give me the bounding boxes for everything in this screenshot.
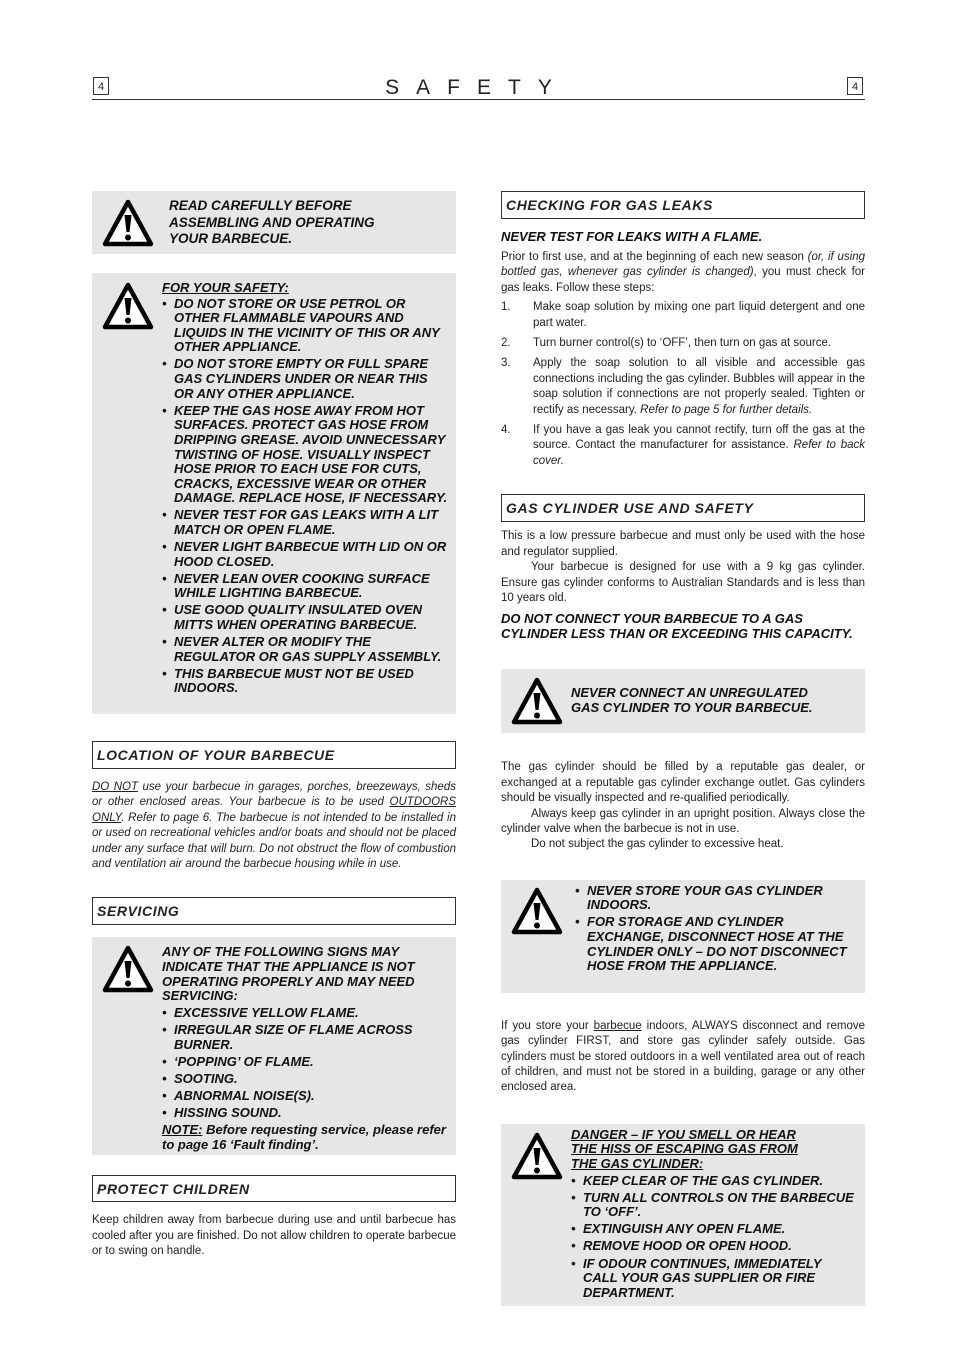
cylinder-p4: Always keep gas cylinder in an upright position. Always close the cylinder valve when the barbecue is not in use. (501, 807, 865, 835)
servicing-heading: SERVICING (92, 897, 456, 925)
danger-list (571, 1174, 859, 1301)
safety-item: • KEEP THE GAS HOSE AWAY FROM HOT SURFACES. PROTECT GAS HOSE FROM DRIPPING GREASE. AVOID UNNECESSARY TWISTING OF HOSE. VISUALLY INSPECT HOSE PRIOR TO EACH USE FOR CUTS, CRACKS, EXCESSIVE WEAR OR OTHER DAMAGE. REPLACE HOSE, IF NECESSARY. (162, 404, 450, 506)
storage-item: • NEVER STORE YOUR GAS CYLINDER INDOORS. (575, 884, 859, 913)
leaks-intro (501, 250, 865, 296)
servicing-list (162, 1006, 450, 1121)
safety-item: • DO NOT STORE OR USE PETROL OR OTHER FLAMMABLE VAPOURS AND LIQUIDS IN THE VICINITY OF THIS OR ANY OTHER APPLIANCE. (162, 297, 450, 355)
safety-heading: FOR YOUR SAFETY: (162, 280, 289, 295)
cylinder-p1: This is a low pressure barbecue and must only be used with the hose and regulator supplied. (501, 530, 865, 558)
safety-item: • USE GOOD QUALITY INSULATED OVEN MITTS WHEN OPERATING BARBECUE. (162, 603, 450, 632)
page-number-left: 4 (93, 77, 109, 95)
servicing-item: • IRREGULAR SIZE OF FLAME ACROSS BURNER. (162, 1023, 450, 1052)
read-carefully-line: ASSEMBLING AND OPERATING (169, 214, 375, 230)
danger-item: • TURN ALL CONTROLS ON THE BARBECUE TO ‘OFF’. (571, 1191, 859, 1220)
read-carefully-line: READ CAREFULLY BEFORE (169, 198, 352, 213)
servicing-item: • HISSING SOUND. (162, 1106, 450, 1121)
leak-step: 4. If you have a gas leak you cannot rectify, turn off the gas at the source. Contact the manufacturer for assistance. Refer to back cover. (501, 424, 865, 467)
warning-icon (511, 676, 563, 726)
unregulated-line: NEVER CONNECT AN UNREGULATED (571, 685, 808, 701)
cylinder-p6-a: If you store your (501, 1019, 594, 1032)
cylinder-heading: GAS CYLINDER USE AND SAFETY (501, 494, 865, 522)
location-text-2: . Refer to page 6. The barbecue is not intended to be installed in or used on recreational vehicles and/or boats and should not be placed under any surface that will burn. Do not obstruct the flow of combustion and ventilation air around the barbecue housing while in use. (92, 811, 456, 871)
servicing-item: • ABNORMAL NOISE(S). (162, 1089, 450, 1104)
header-rule (92, 99, 865, 100)
right-column (501, 191, 865, 1306)
cylinder-p6-underlined: barbecue (593, 1019, 642, 1032)
danger-item: • IF ODOUR CONTINUES, IMMEDIATELY CALL YOUR GAS SUPPLIER OR FIRE DEPARTMENT. (571, 1257, 859, 1301)
safety-item: • NEVER ALTER OR MODIFY THE REGULATOR OR GAS SUPPLY ASSEMBLY. (162, 635, 450, 664)
leak-steps (501, 300, 865, 469)
unregulated-line: GAS CYLINDER TO YOUR BARBECUE. (571, 699, 813, 715)
cylinder-capacity-warning: DO NOT CONNECT YOUR BARBECUE TO A GAS CYLINDER LESS THAN OR EXCEEDING THIS CAPACITY. (501, 611, 853, 642)
danger-heading: DANGER – IF YOU SMELL OR HEAR THE HISS OF ESCAPING GAS FROM THE GAS CYLINDER: (571, 1126, 798, 1171)
gas-leaks-heading: CHECKING FOR GAS LEAKS (501, 191, 865, 219)
safety-list (162, 297, 450, 696)
note-label: NOTE: (162, 1121, 203, 1137)
servicing-item: • EXCESSIVE YELLOW FLAME. (162, 1006, 450, 1021)
leak-step: 2. Turn burner control(s) to ‘OFF’, then turn on gas at source. (501, 337, 832, 350)
storage-box (501, 880, 865, 993)
cylinder-p5: Do not subject the gas cylinder to excessive heat. (531, 838, 784, 851)
note-text: Before requesting service, please refer to page 16 ‘Fault finding’. (162, 1121, 446, 1152)
servicing-item: • ‘POPPING’ OF FLAME. (162, 1055, 450, 1070)
outdoors-only-text: OUTDOORS ONLY (92, 796, 456, 824)
warning-icon (102, 944, 154, 994)
warning-icon (102, 198, 154, 248)
leak-step: 1. Make soap solution by mixing one part liquid detergent and one part water. (501, 301, 865, 329)
unregulated-box (501, 669, 865, 733)
page-title: SAFETY (385, 76, 569, 99)
warning-icon (511, 1131, 563, 1181)
danger-item: • KEEP CLEAR OF THE GAS CYLINDER. (571, 1174, 859, 1189)
safety-item: • NEVER LEAN OVER COOKING SURFACE WHILE LIGHTING BARBECUE. (162, 572, 450, 601)
cylinder-p2: Your barbecue is designed for use with a 9 kg gas cylinder. Ensure gas cylinder conforms to Australian Standards and is less than 10 years old. (501, 561, 865, 604)
storage-list (571, 884, 859, 974)
leaks-intro-1: Prior to first use, and at the beginning of each new season (501, 251, 808, 263)
cylinder-p6 (501, 1019, 865, 1096)
left-column (92, 191, 456, 1260)
location-text-1: use your barbecue in garages, porches, breezeways, sheds or other enclosed areas. Your barbecue is to be used (92, 781, 456, 809)
read-carefully-line: YOUR BARBECUE. (169, 231, 293, 246)
danger-box (501, 1124, 865, 1306)
do-not-text: DO NOT (92, 781, 139, 793)
protect-children-heading: PROTECT CHILDREN (92, 1175, 456, 1202)
servicing-intro: ANY OF THE FOLLOWING SIGNS MAY INDICATE THAT THE APPLIANCE IS NOT OPERATING PROPERLY AND MAY NEED SERVICING: (162, 944, 415, 1004)
page-number-right: 4 (847, 77, 863, 95)
safety-item: • NEVER LIGHT BARBECUE WITH LID ON OR HOOD CLOSED. (162, 540, 450, 569)
warning-icon (511, 886, 563, 936)
danger-item: • EXTINGUISH ANY OPEN FLAME. (571, 1222, 859, 1237)
storage-item: • FOR STORAGE AND CYLINDER EXCHANGE, DISCONNECT HOSE AT THE CYLINDER ONLY – DO NOT DISCONNECT HOSE FROM THE APPLIANCE. (575, 915, 859, 973)
danger-item: • REMOVE HOOD OR OPEN HOOD. (571, 1239, 859, 1254)
cylinder-p3: The gas cylinder should be filled by a reputable gas dealer, or exchanged at a reputable gas cylinder exchange outlet. Gas cylinders should be visually inspected and re-qualified periodically. (501, 761, 865, 805)
servicing-box (92, 937, 456, 1155)
location-heading: LOCATION OF YOUR BARBECUE (92, 741, 456, 769)
read-carefully-box (92, 191, 456, 254)
servicing-item: • SOOTING. (162, 1072, 450, 1087)
safety-item: • THIS BARBECUE MUST NOT BE USED INDOORS. (162, 667, 450, 696)
cylinder-p6-b: indoors, ALWAYS disconnect and remove gas cylinder FIRST, and store gas cylinder safely outside. Gas cylinders must be stored outdoors in a well ventilated area out of reach of children, and must not be stored in a building, garage or any other enclosed area. (501, 1019, 865, 1094)
leaks-intro-italic: (or, if using bottled gas, whenever gas cylinder is changed) (501, 251, 866, 279)
leaks-intro-2: , you must check for gas leaks. Follow these steps: (501, 266, 865, 294)
safety-item: • DO NOT STORE EMPTY OR FULL SPARE GAS CYLINDERS UNDER OR NEAR THIS OR ANY OTHER APPLIANCE. (162, 357, 450, 401)
leak-step: 3. Apply the soap solution to all visible and accessible gas connections including the gas cylinder. Bubbles will appear in the soap solution if connections are not properly sealed. Tighten or rectify as necessary. Refer to page 5 for further details. (501, 357, 865, 416)
protect-children-text: Keep children away from barbecue during use and until barbecue has cooled after you are finished. Do not allow children to operate barbecue or to swing on handle. (92, 1214, 456, 1258)
location-text (92, 780, 456, 872)
servicing-note (162, 1123, 450, 1152)
safety-item: • NEVER TEST FOR GAS LEAKS WITH A LIT MATCH OR OPEN FLAME. (162, 508, 450, 537)
for-your-safety-box (92, 273, 456, 714)
warning-icon (102, 281, 154, 331)
never-test-flame: NEVER TEST FOR LEAKS WITH A FLAME. (501, 229, 763, 244)
